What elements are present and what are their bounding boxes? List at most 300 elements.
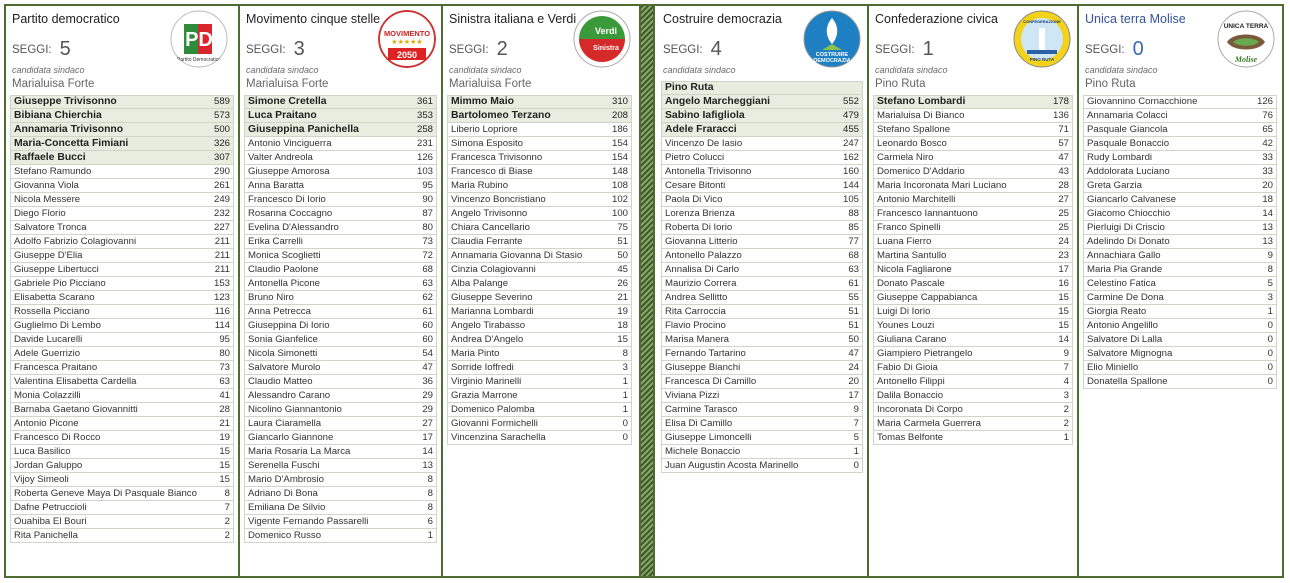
candidate-row — [10, 235, 234, 249]
candidate-name: Giuseppe Bianchi — [665, 361, 741, 373]
candidate-row — [661, 347, 863, 361]
seats-count: 2 — [496, 38, 508, 60]
candidate-name: Angelo Tirabasso — [451, 319, 526, 331]
candidate-name: Giovanna Viola — [14, 179, 79, 191]
candidate-name: Rossella Picciano — [14, 305, 90, 317]
candidate-name: Anna Petrecca — [248, 305, 311, 317]
candidate-votes: 258 — [416, 123, 433, 135]
candidate-row — [447, 235, 632, 249]
candidate-name: Maria Incoronata Mari Luciano — [877, 179, 1007, 191]
candidate-name: Mario D'Ambrosio — [248, 473, 324, 485]
candidate-votes: 7 — [224, 501, 230, 513]
candidate-name: Adelindo Di Donato — [1087, 235, 1170, 247]
candidate-row — [244, 417, 437, 431]
candidate-votes: 14 — [422, 445, 433, 457]
candidate-votes: 47 — [1058, 151, 1069, 163]
candidate-row — [1083, 361, 1277, 375]
candidate-row — [244, 235, 437, 249]
candidate-name: Giuseppe Amorosa — [248, 165, 330, 177]
candidate-votes: 8 — [427, 487, 433, 499]
candidate-row — [661, 445, 863, 459]
candidate-votes: 15 — [219, 445, 230, 457]
candidate-row — [10, 207, 234, 221]
seats-caption: SEGGI: — [875, 44, 915, 56]
candidate-votes: 17 — [848, 389, 859, 401]
candidate-name: Alba Palange — [451, 277, 509, 289]
candidate-name: Giovanna Litterio — [665, 235, 738, 247]
candidate-name: Dafne Petruccioli — [14, 501, 87, 513]
candidate-row — [1083, 375, 1277, 389]
candidate-row — [873, 263, 1073, 277]
candidate-votes: 47 — [422, 361, 433, 373]
party-name: Costruire democrazia — [663, 12, 782, 26]
candidate-row — [447, 431, 632, 445]
candidate-row — [873, 305, 1073, 319]
candidate-name: Nicola Fagliarone — [877, 263, 952, 275]
candidate-votes: 6 — [427, 515, 433, 527]
candidate-votes: 61 — [422, 305, 433, 317]
mayor-candidate-name: Marialuisa Forte — [246, 78, 329, 90]
candidate-name: Antonello Palazzo — [665, 249, 742, 261]
candidate-row — [10, 165, 234, 179]
candidate-votes: 24 — [848, 361, 859, 373]
candidate-votes: 7 — [1063, 361, 1069, 373]
candidate-votes: 80 — [219, 347, 230, 359]
candidate-votes: 3 — [1267, 291, 1273, 303]
candidate-votes: 500 — [213, 123, 230, 135]
candidate-row — [447, 375, 632, 389]
candidate-row — [661, 151, 863, 165]
candidate-name: Dalila Bonaccio — [877, 389, 944, 401]
candidate-name: Chiara Cancellario — [451, 221, 530, 233]
candidate-row — [447, 249, 632, 263]
candidate-name: Carmine Tarasco — [665, 403, 738, 415]
candidate-row — [244, 249, 437, 263]
candidate-row — [661, 417, 863, 431]
candidate-votes: 87 — [422, 207, 433, 219]
candidate-name: Diego Florio — [14, 207, 66, 219]
candidate-name: Bibiana Chierchia — [14, 109, 102, 121]
candidate-row — [1083, 305, 1277, 319]
candidate-votes: 76 — [1262, 109, 1273, 121]
candidate-row — [873, 207, 1073, 221]
candidate-row — [1083, 165, 1277, 179]
candidate-votes: 2 — [1063, 403, 1069, 415]
candidate-name: Francesco di Biase — [451, 165, 533, 177]
candidate-name: Luca Praitano — [248, 109, 317, 121]
candidate-votes: 123 — [213, 291, 230, 303]
candidate-row — [661, 249, 863, 263]
candidate-row — [447, 305, 632, 319]
candidate-row — [244, 515, 437, 529]
candidate-votes: 51 — [848, 305, 859, 317]
candidate-name: Luigi Di Iorio — [877, 305, 931, 317]
candidate-row — [10, 445, 234, 459]
candidate-row — [661, 235, 863, 249]
candidate-name: Francesca Praitano — [14, 361, 98, 373]
candidate-name: Maria-Concetta Fimiani — [14, 137, 129, 149]
candidate-name: Elisabetta Scarano — [14, 291, 95, 303]
coalition-divider — [639, 6, 655, 576]
candidate-row — [1083, 235, 1277, 249]
candidate-row — [244, 487, 437, 501]
candidate-votes: 13 — [1262, 221, 1273, 233]
candidate-row — [244, 389, 437, 403]
candidate-votes: 95 — [219, 333, 230, 345]
candidate-name: Giuseppina Di Iorio — [248, 319, 330, 331]
seats-label — [875, 38, 934, 61]
logo-subtext: PINO RUTA — [1029, 57, 1055, 62]
candidate-votes: 15 — [617, 333, 628, 345]
candidate-votes: 15 — [1058, 305, 1069, 317]
seats-label — [246, 38, 305, 61]
candidate-row — [447, 277, 632, 291]
candidate-votes: 28 — [219, 403, 230, 415]
candidate-votes: 19 — [219, 431, 230, 443]
candidate-row — [447, 361, 632, 375]
candidate-row — [661, 221, 863, 235]
candidate-name: Roberta Di Iorio — [665, 221, 733, 233]
candidate-name: Nicola Simonetti — [248, 347, 318, 359]
seats-count: 0 — [1132, 38, 1144, 60]
candidate-row — [1083, 193, 1277, 207]
candidate-name: Rita Carroccia — [665, 305, 726, 317]
candidate-votes: 24 — [1058, 235, 1069, 247]
candidate-votes: 19 — [617, 305, 628, 317]
candidate-name: Salvatore Murolo — [248, 361, 321, 373]
elected-candidate-row — [447, 95, 632, 109]
candidate-name: Giuseppe Limoncelli — [665, 431, 752, 443]
candidate-name: Serenella Fuschi — [248, 459, 320, 471]
candidate-votes: 60 — [422, 319, 433, 331]
candidate-row — [661, 403, 863, 417]
candidate-votes: 15 — [1058, 291, 1069, 303]
candidate-row — [447, 165, 632, 179]
candidate-votes: 1 — [853, 445, 859, 457]
candidate-name: Francesco Di Rocco — [14, 431, 101, 443]
candidate-votes: 73 — [219, 361, 230, 373]
party-column-confederazione-civica — [869, 6, 1079, 576]
candidate-votes: 126 — [1256, 96, 1273, 107]
candidate-row — [873, 165, 1073, 179]
candidate-name: Bruno Niro — [248, 291, 294, 303]
candidate-row — [10, 389, 234, 403]
candidate-votes: 68 — [422, 263, 433, 275]
elected-candidate-row — [244, 109, 437, 123]
candidate-row — [10, 263, 234, 277]
candidate-votes: 1 — [622, 403, 628, 415]
candidate-votes: 17 — [422, 431, 433, 443]
candidate-name: Adele Fraracci — [665, 123, 737, 135]
candidate-name: Domenico Russo — [248, 529, 322, 541]
candidate-row — [873, 277, 1073, 291]
candidate-votes: 8 — [224, 487, 230, 499]
candidate-row — [447, 319, 632, 333]
candidate-name: Addolorata Luciano — [1087, 165, 1170, 177]
logo-subtext: Sinistra — [593, 45, 619, 52]
logo-subtext: DEMOCRAZIA — [813, 58, 851, 64]
candidate-name: Elio Miniello — [1087, 361, 1139, 373]
seats-label — [1085, 38, 1144, 61]
candidate-votes: 29 — [422, 389, 433, 401]
candidate-row — [873, 221, 1073, 235]
candidate-name: Ouahiba El Bouri — [14, 515, 87, 527]
candidate-name: Andrea D'Angelo — [451, 333, 524, 345]
m5s-logo-icon — [378, 10, 436, 68]
candidate-row — [10, 417, 234, 431]
candidate-votes: 261 — [213, 179, 230, 191]
seats-caption: SEGGI: — [449, 44, 489, 56]
candidate-votes: 20 — [848, 375, 859, 387]
candidate-name: Claudia Ferrante — [451, 235, 523, 247]
candidate-row — [1083, 291, 1277, 305]
candidate-votes: 20 — [1262, 179, 1273, 191]
candidate-row — [661, 193, 863, 207]
logo-subtext: Partito Democratico — [177, 57, 221, 63]
candidate-row — [873, 347, 1073, 361]
candidate-votes: 208 — [611, 109, 628, 121]
candidate-row — [10, 291, 234, 305]
candidate-votes: 108 — [611, 179, 628, 191]
seats-count: 4 — [710, 38, 722, 60]
mayor-candidate-caption: candidata sindaco — [875, 65, 948, 75]
candidate-name: Giampiero Pietrangelo — [877, 347, 973, 359]
candidate-name: Juan Augustin Acosta Marinello — [665, 459, 799, 471]
candidate-votes: 290 — [213, 165, 230, 177]
candidate-votes: 15 — [219, 473, 230, 485]
candidate-votes: 2 — [224, 515, 230, 527]
candidate-name: Paola Di Vico — [665, 193, 723, 205]
seats-count: 3 — [293, 38, 305, 60]
candidate-votes: 33 — [1262, 151, 1273, 163]
candidate-name: Antonella Picone — [248, 277, 321, 289]
logo-text: Verdi — [594, 26, 618, 36]
candidate-name: Giuliana Carano — [877, 333, 947, 345]
candidate-name: Evelina D'Alessandro — [248, 221, 339, 233]
candidate-row — [873, 179, 1073, 193]
candidate-name: Adriano Di Bona — [248, 487, 318, 499]
candidate-row — [661, 207, 863, 221]
candidate-votes: 479 — [842, 109, 859, 121]
candidate-name: Incoronata Di Corpo — [877, 403, 963, 415]
candidate-name: Giuseppe D'Elia — [14, 249, 83, 261]
party-name: Partito democratico — [12, 12, 120, 26]
candidate-list — [10, 95, 234, 543]
candidate-row — [244, 263, 437, 277]
candidate-votes: 5 — [853, 431, 859, 443]
candidate-row — [873, 389, 1073, 403]
candidate-votes: 68 — [848, 249, 859, 261]
candidate-row — [1083, 151, 1277, 165]
candidate-list — [661, 81, 863, 473]
candidate-votes: 21 — [617, 291, 628, 303]
candidate-name: Stefano Ramundo — [14, 165, 92, 177]
candidate-votes: 23 — [1058, 249, 1069, 261]
candidate-row — [10, 501, 234, 515]
candidate-name: Giovannino Cornacchione — [1087, 96, 1198, 107]
candidate-name: Antonio Marchitelli — [877, 193, 956, 205]
candidate-row — [873, 249, 1073, 263]
candidate-name: Rita Panichella — [14, 529, 78, 541]
candidate-row — [244, 473, 437, 487]
party-name: Movimento cinque stelle — [246, 12, 381, 26]
candidate-votes: 27 — [422, 417, 433, 429]
party-name: Unica terra Molise — [1085, 12, 1186, 26]
candidate-name: Greta Garzia — [1087, 179, 1142, 191]
candidate-row — [447, 417, 632, 431]
candidate-name: Stefano Lombardi — [877, 96, 966, 107]
candidate-name: Martina Santullo — [877, 249, 947, 261]
mayor-candidate-caption: candidata sindaco — [449, 65, 522, 75]
candidate-votes: 60 — [422, 333, 433, 345]
candidate-row — [661, 431, 863, 445]
candidate-row — [447, 263, 632, 277]
candidate-votes: 8 — [622, 347, 628, 359]
candidate-votes: 105 — [842, 193, 859, 205]
candidate-name: Franco Spinelli — [877, 221, 941, 233]
seats-label — [449, 38, 508, 61]
candidate-votes: 552 — [842, 95, 859, 107]
party-column-pd — [6, 6, 240, 576]
candidate-name: Giovanni Formichelli — [451, 417, 538, 429]
confederazione-civica-logo-icon — [1013, 10, 1071, 68]
candidate-row — [873, 291, 1073, 305]
candidate-name: Sorride Ioffredi — [451, 361, 514, 373]
candidate-votes: 154 — [611, 137, 628, 149]
seats-caption: SEGGI: — [12, 44, 52, 56]
candidate-row — [447, 403, 632, 417]
candidate-votes: 15 — [219, 459, 230, 471]
candidate-votes: 4 — [1063, 375, 1069, 387]
elected-candidate-row — [661, 123, 863, 137]
candidate-votes: 589 — [213, 96, 230, 107]
candidate-row — [10, 193, 234, 207]
candidate-votes: 154 — [611, 151, 628, 163]
candidate-row — [1083, 109, 1277, 123]
candidate-name: Donatella Spallone — [1087, 375, 1168, 387]
candidate-row — [244, 305, 437, 319]
candidate-row — [244, 375, 437, 389]
candidate-name: Valter Andreola — [248, 151, 313, 163]
candidate-name: Giacomo Chiocchio — [1087, 207, 1171, 219]
candidate-name: Mimmo Maio — [451, 96, 514, 107]
candidate-votes: 47 — [848, 347, 859, 359]
candidate-votes: 27 — [1058, 193, 1069, 205]
candidate-votes: 2 — [224, 529, 230, 541]
candidate-name: Giuseppina Panichella — [248, 123, 359, 135]
candidate-row — [10, 347, 234, 361]
candidate-votes: 16 — [1058, 277, 1069, 289]
candidate-votes: 326 — [213, 137, 230, 149]
candidate-name: Claudio Matteo — [248, 375, 313, 387]
candidate-votes: 13 — [1262, 235, 1273, 247]
candidate-name: Cesare Bitonti — [665, 179, 726, 191]
candidate-votes: 18 — [617, 319, 628, 331]
candidate-votes: 102 — [611, 193, 628, 205]
candidate-name: Alessandro Carano — [248, 389, 331, 401]
candidate-list — [244, 95, 437, 543]
candidate-row — [1083, 123, 1277, 137]
candidate-votes: 41 — [219, 389, 230, 401]
candidate-votes: 8 — [427, 473, 433, 485]
candidate-votes: 0 — [622, 431, 628, 443]
candidate-votes: 14 — [1262, 207, 1273, 219]
candidate-name: Maria Pinto — [451, 347, 500, 359]
candidate-row — [244, 333, 437, 347]
candidate-row — [873, 109, 1073, 123]
candidate-row — [10, 473, 234, 487]
party-name: Confederazione civica — [875, 12, 998, 26]
candidate-row — [873, 333, 1073, 347]
candidate-votes: 136 — [1052, 109, 1069, 121]
candidate-name: Roberta Geneve Maya Di Pasquale Bianco — [14, 487, 197, 499]
candidate-votes: 28 — [1058, 179, 1069, 191]
candidate-name: Adolfo Fabrizio Colagiovanni — [14, 235, 137, 247]
candidate-votes: 88 — [848, 207, 859, 219]
unica-terra-molise-logo-icon — [1217, 10, 1275, 68]
candidate-name: Bartolomeo Terzano — [451, 109, 551, 121]
candidate-name: Domenico Palomba — [451, 403, 535, 415]
candidate-votes: 15 — [1058, 319, 1069, 331]
candidate-row — [661, 179, 863, 193]
seats-label — [12, 38, 71, 61]
mayor-candidate-name: Marialuisa Forte — [12, 78, 95, 90]
candidate-votes: 103 — [416, 165, 433, 177]
logo-subtext: Molise — [1234, 55, 1258, 64]
candidate-row — [10, 375, 234, 389]
candidate-row — [244, 347, 437, 361]
mayor-candidate-caption: candidata sindaco — [663, 65, 736, 75]
seats-label — [663, 38, 722, 61]
candidate-votes: 29 — [422, 403, 433, 415]
candidate-name: Claudio Paolone — [248, 263, 319, 275]
candidate-votes: 5 — [1267, 277, 1273, 289]
candidate-votes: 153 — [213, 277, 230, 289]
candidate-name: Barnaba Gaetano Giovannitti — [14, 403, 138, 415]
candidate-name: Maria Carmela Guerrera — [877, 417, 981, 429]
seats-caption: SEGGI: — [246, 44, 286, 56]
mayor-candidate-name: Pino Ruta — [1085, 78, 1136, 90]
candidate-row — [873, 193, 1073, 207]
candidate-votes: 61 — [848, 277, 859, 289]
candidate-name: Fabio Di Gioia — [877, 361, 938, 373]
candidate-name: Elisa Di Camillo — [665, 417, 733, 429]
candidate-name: Francesco Iannantuono — [877, 207, 978, 219]
candidate-name: Vigente Fernando Passarelli — [248, 515, 369, 527]
candidate-votes: 73 — [422, 235, 433, 247]
candidate-row — [10, 277, 234, 291]
candidate-name: Giuseppe Libertucci — [14, 263, 99, 275]
candidate-votes: 25 — [1058, 207, 1069, 219]
candidate-row — [244, 221, 437, 235]
logo-text: PD — [185, 29, 213, 51]
candidate-votes: 90 — [422, 193, 433, 205]
elected-candidate-row — [661, 95, 863, 109]
candidate-name: Antonio Vinciguerra — [248, 137, 332, 149]
candidate-votes: 17 — [1058, 263, 1069, 275]
candidate-name: Viviana Pizzi — [665, 389, 720, 401]
elected-candidate-row — [10, 123, 234, 137]
seats-count: 5 — [59, 38, 71, 60]
candidate-row — [1083, 263, 1277, 277]
candidate-row — [10, 459, 234, 473]
candidate-row — [244, 137, 437, 151]
candidate-row — [10, 249, 234, 263]
candidate-votes: 307 — [213, 151, 230, 163]
candidate-name: Giuseppe Severino — [451, 291, 533, 303]
candidate-list — [447, 95, 632, 445]
candidate-row — [873, 417, 1073, 431]
